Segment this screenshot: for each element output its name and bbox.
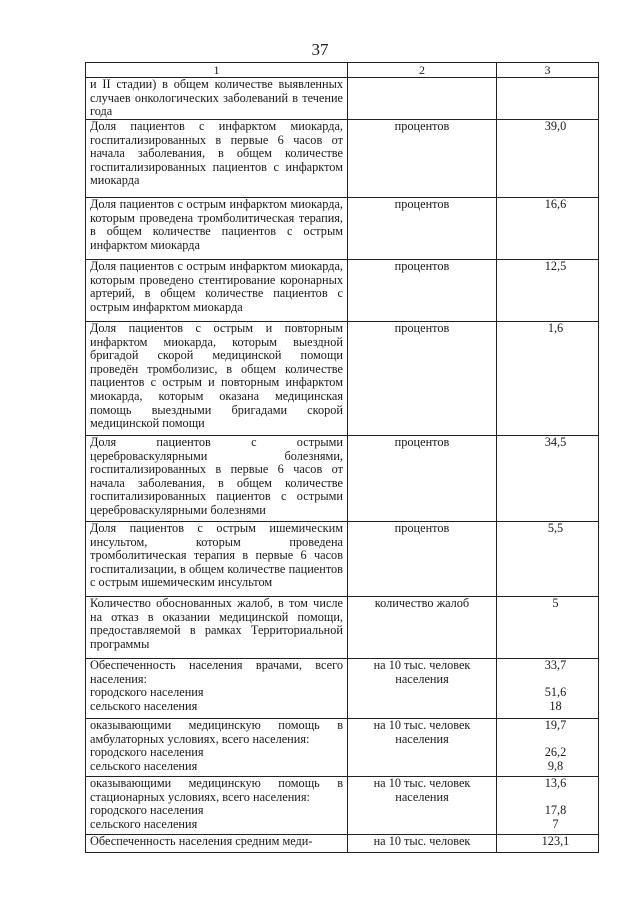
unit-text: на 10 тыс. человек населения — [373, 776, 471, 804]
value-cell — [497, 597, 599, 659]
indicator-cell — [86, 522, 348, 597]
unit-cell — [348, 835, 497, 853]
unit-text: на 10 тыс. человек — [373, 834, 471, 848]
value-cell — [497, 522, 599, 597]
indicator-cell — [86, 78, 348, 120]
value-cell — [497, 260, 599, 322]
table-row — [86, 120, 599, 198]
unit-cell — [348, 436, 497, 522]
unit-cell — [348, 719, 497, 777]
indicator-text: Количество обоснованных жалоб, в том числе на отказ в оказании медицинской помощи, предоставляемой в рамках Территориальной программы — [90, 596, 343, 651]
unit-text: процентов — [394, 521, 450, 535]
indicator-text: Доля пациентов с острым инфарктом миокарда, которым проведена тромболитическая терапия, в общем количестве пациентов с острым инфарктом миокарда — [90, 197, 343, 252]
unit-cell — [348, 120, 497, 198]
header-col-3: 3 — [497, 63, 599, 78]
value-text: 17,8 — [544, 803, 567, 818]
unit-text: процентов — [394, 259, 450, 273]
value-text: 123,1 — [541, 834, 570, 848]
table-row — [86, 597, 599, 659]
value-cell — [497, 198, 599, 260]
unit-text: количество жалоб — [374, 596, 470, 610]
indicator-cell — [86, 777, 348, 835]
header-col-2: 2 — [348, 63, 497, 78]
value-cell — [497, 835, 599, 853]
value-text: 1,6 — [547, 321, 564, 335]
value-text: 5 — [552, 596, 559, 610]
indicator-cell — [86, 719, 348, 777]
indicator-cell — [86, 120, 348, 198]
header-col-1: 1 — [86, 63, 348, 78]
indicator-cell — [86, 835, 348, 853]
indicator-cell — [86, 322, 348, 436]
table-row — [86, 436, 599, 522]
page-number: 37 — [311, 40, 329, 59]
unit-cell — [348, 78, 497, 120]
value-cell — [497, 322, 599, 436]
indicator-cell — [86, 436, 348, 522]
unit-cell — [348, 260, 497, 322]
unit-cell — [348, 522, 497, 597]
unit-text: процентов — [394, 197, 450, 211]
indicator-subitem: городского населения — [90, 685, 204, 700]
value-text: 13,6 — [544, 776, 567, 790]
value-text: 9,8 — [547, 758, 564, 773]
value-text: 51,6 — [544, 685, 567, 700]
value-cell — [497, 78, 599, 120]
unit-cell — [348, 597, 497, 659]
value-text: 7 — [552, 816, 559, 831]
value-text: 26,2 — [544, 745, 567, 760]
table-row — [86, 777, 599, 835]
indicator-text: Обеспеченность населения средним меди- — [90, 834, 313, 848]
unit-text: процентов — [394, 119, 450, 133]
table-row — [86, 198, 599, 260]
indicator-cell — [86, 198, 348, 260]
table-row — [86, 78, 599, 120]
indicators-table — [85, 62, 599, 853]
table-header-row — [86, 63, 599, 78]
indicator-text: Доля пациентов с острым инфарктом миокарда, которым проведено стентирование коронарных артерий, в общем количестве пациентов с острым инфарктом миокарда — [90, 259, 343, 314]
value-text: 18 — [549, 698, 562, 713]
unit-text: процентов — [394, 321, 450, 335]
indicator-subitem: сельского населения — [90, 816, 198, 831]
indicator-subitem: сельского населения — [90, 698, 198, 713]
unit-cell — [348, 198, 497, 260]
value-cell — [497, 659, 599, 719]
value-text: 16,6 — [544, 197, 567, 211]
value-text: 33,7 — [544, 658, 567, 672]
table-row — [86, 522, 599, 597]
indicator-text: Доля пациентов с инфарктом миокарда, госпитализированных в первые 6 часов от начала заболевания, в общем количестве госпитализированных пациентов с инфарктом миокарда — [90, 119, 343, 188]
indicator-text: и II стадии) в общем количестве выявленных случаев онкологических заболеваний в течение года — [90, 77, 343, 119]
value-cell — [497, 719, 599, 777]
indicator-text: Доля пациентов с острыми цереброваскулярными болезнями, госпитализированных в первые 6 часов от начала заболевания, в общем количестве госпитализированных пациентов с острыми цереброваскулярными болезнями — [90, 435, 343, 517]
unit-cell — [348, 322, 497, 436]
unit-cell — [348, 659, 497, 719]
value-text: 19,7 — [544, 718, 567, 732]
indicator-subitem: городского населения — [90, 803, 204, 818]
indicator-subitem: сельского населения — [90, 758, 198, 773]
indicator-cell — [86, 260, 348, 322]
value-text: 12,5 — [544, 259, 567, 273]
table-row — [86, 260, 599, 322]
unit-text: на 10 тыс. человек населения — [373, 658, 471, 686]
indicator-cell — [86, 597, 348, 659]
value-text: 39,0 — [544, 119, 567, 133]
value-cell — [497, 436, 599, 522]
value-cell — [497, 777, 599, 835]
indicator-text: оказывающими медицинскую помощь в стационарных условиях, всего населения: — [90, 776, 343, 804]
indicator-text: оказывающими медицинскую помощь в амбулаторных условиях, всего населения: — [90, 718, 343, 746]
table-row — [86, 835, 599, 853]
indicator-cell — [86, 659, 348, 719]
table-row — [86, 322, 599, 436]
table-row — [86, 659, 599, 719]
value-cell — [497, 120, 599, 198]
unit-cell — [348, 777, 497, 835]
indicator-subitem: городского населения — [90, 745, 204, 760]
unit-text: на 10 тыс. человек населения — [373, 718, 471, 746]
value-text: 34,5 — [544, 435, 567, 449]
indicator-text: Обеспеченность населения врачами, всего населения: — [90, 658, 343, 686]
indicator-text: Доля пациентов с острым ишемическим инсультом, которым проведена тромболитическая терапия в первые 6 часов госпитализации, в общем количестве пациентов с острым ишемическим инсультом — [90, 521, 343, 590]
table-row — [86, 719, 599, 777]
value-text: 5,5 — [547, 521, 564, 535]
indicator-text: Доля пациентов с острым и повторным инфарктом миокарда, которым выездной бригадой скорой медицинской помощи проведён тромболизис, в общем количестве пациентов с острым и повторным инфарктом миокарда, которым оказана медицинская помощь выездными бригадами скорой медицинской помощи — [90, 321, 343, 431]
unit-text: процентов — [394, 435, 450, 449]
